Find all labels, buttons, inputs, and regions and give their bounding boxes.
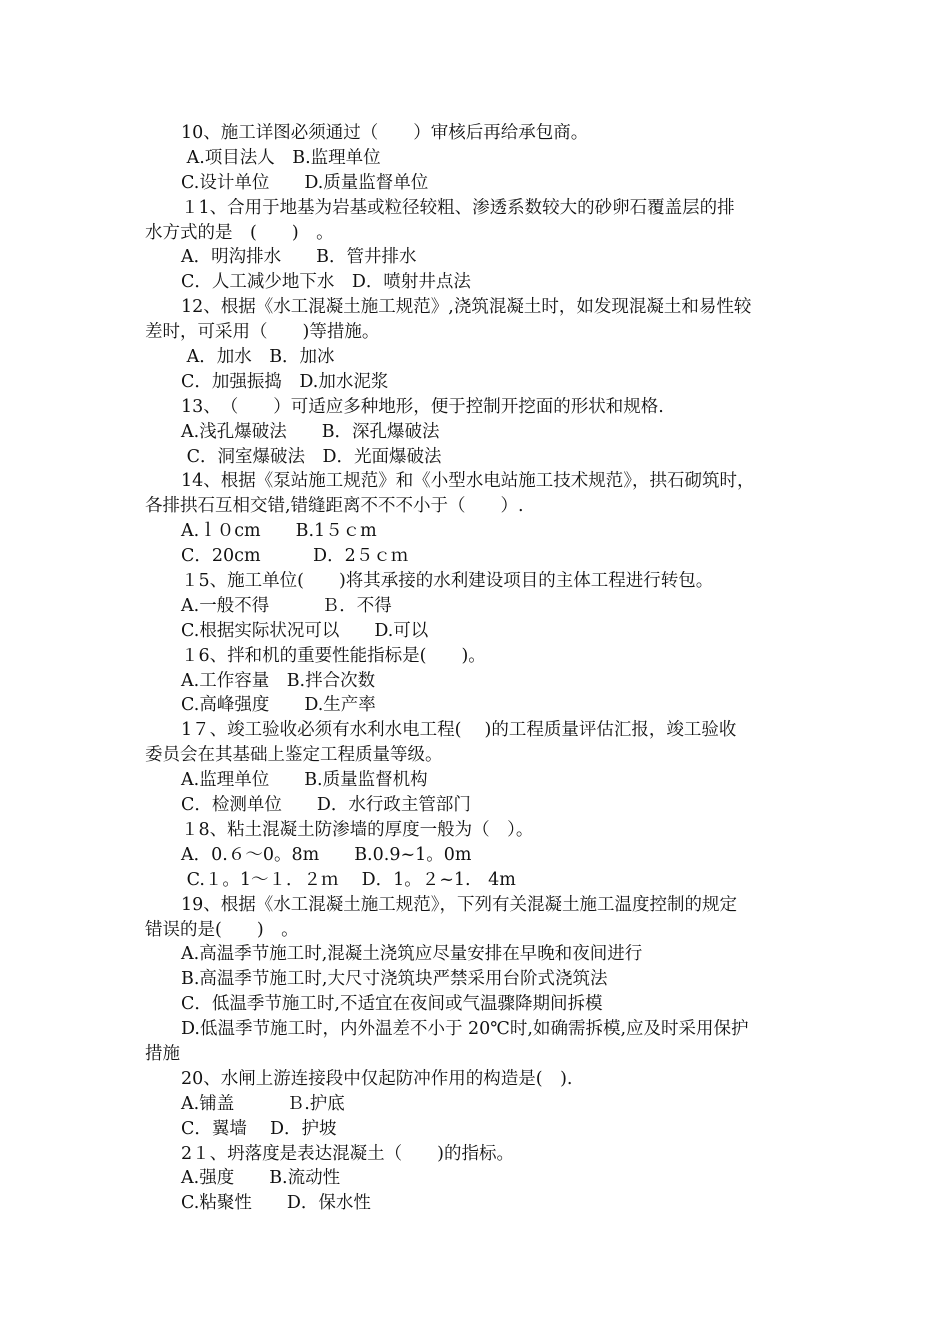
text-line: 14、根据《泵站施工规范》和《小型水电站施工技术规范》，拱石砌筑时， xyxy=(181,471,755,492)
text-line: A.一般不得 Ｂ．不得 xyxy=(181,595,392,616)
text-line: C.设计单位 D.质量监督单位 xyxy=(181,172,429,193)
text-line: C．检测单位 D．水行政主管部门 xyxy=(181,795,471,816)
text-line: 措施 xyxy=(145,1043,180,1064)
text-line: C．20cm D．2５ｃｍ xyxy=(181,546,409,567)
text-line: 差时，可采用（ )等措施。 xyxy=(145,322,380,343)
text-line: 20、水闸上游连接段中仅起防冲作用的构造是( ). xyxy=(181,1068,573,1089)
text-line: 2１、坍落度是表达混凝土（ )的指标。 xyxy=(181,1143,514,1164)
text-line: 各排拱石互相交错,错缝距离不不不小于（ ）. xyxy=(145,496,524,517)
text-line: 水方式的是 ( ) 。 xyxy=(145,222,334,243)
text-line: A.强度 B.流动性 xyxy=(181,1168,341,1189)
text-line: A．0.６～0。8m B.0.9~1。0m xyxy=(181,844,472,865)
text-line: C．洞室爆破法 D．光面爆破法 xyxy=(181,446,442,467)
text-line: A.项目法人 B.监理单位 xyxy=(181,147,381,168)
text-line: 委员会在其基础上鉴定工程质量等级。 xyxy=(145,745,443,766)
text-line: D.低温季节施工时，内外温差不小于 20℃时,如确需拆模,应及时采用保护 xyxy=(181,1019,749,1040)
text-line: C．人工减少地下水 D．喷射井点法 xyxy=(181,272,471,293)
text-line: C.高峰强度 D.生产率 xyxy=(181,695,376,716)
text-line: C．加强振捣 D.加水泥浆 xyxy=(181,371,389,392)
text-line: １6、拌和机的重要性能指标是( )。 xyxy=(181,645,486,666)
text-line: 1７、竣工验收必须有水利水电工程( )的工程质量评估汇报，竣工验收 xyxy=(181,720,737,741)
text-line: 12、根据《水工混凝土施工规范》,浇筑混凝土时，如发现混凝土和易性较 xyxy=(181,297,752,318)
text-line: A．明沟排水 B．管井排水 xyxy=(181,247,417,268)
text-line: A．加水 B．加冰 xyxy=(181,347,335,368)
text-line: A.ｌ０cm B.1５ｃm xyxy=(181,521,377,542)
text-line: １5、施工单位( )将其承接的水利建设项目的主体工程进行转包。 xyxy=(181,571,714,592)
text-line: 13、 （ ）可适应多种地形，便于控制开挖面的形状和规格. xyxy=(181,396,664,417)
text-line: 错误的是( ) 。 xyxy=(145,919,299,940)
question-list xyxy=(145,121,815,1216)
text-line: A.铺盖 Ｂ.护底 xyxy=(181,1093,345,1114)
text-line: A.监理单位 B.质量监督机构 xyxy=(181,770,428,791)
text-line: C．翼墙 D．护坡 xyxy=(181,1118,337,1139)
text-line: １1、合用于地基为岩基或粒径较粗、渗透系数较大的砂卵石覆盖层的排 xyxy=(181,197,735,218)
text-line: A.工作容量 B.拌合次数 xyxy=(181,670,376,691)
text-line: 19、根据《水工混凝土施工规范》，下列有关混凝土施工温度控制的规定 xyxy=(181,894,738,915)
text-line: C.１。1～１．２ｍ D．1。２~1. 4m xyxy=(181,869,516,890)
text-line: C.根据实际状况可以 D.可以 xyxy=(181,620,429,641)
text-line: C．低温季节施工时,不适宜在夜间或气温骤降期间拆模 xyxy=(181,994,603,1015)
text-line: A.浅孔爆破法 B．深孔爆破法 xyxy=(181,421,440,442)
text-line: １8、粘土混凝土防渗墙的厚度一般为（ ）。 xyxy=(181,819,534,840)
text-line: B.高温季节施工时,大尺寸浇筑块严禁采用台阶式浇筑法 xyxy=(181,969,608,990)
text-line: A.高温季节施工时,混凝土浇筑应尽量安排在早晚和夜间进行 xyxy=(181,944,643,965)
text-line: C.粘聚性 D．保水性 xyxy=(181,1193,371,1214)
text-line: 10、施工详图必须通过（ ）审核后再给承包商。 xyxy=(181,123,589,143)
